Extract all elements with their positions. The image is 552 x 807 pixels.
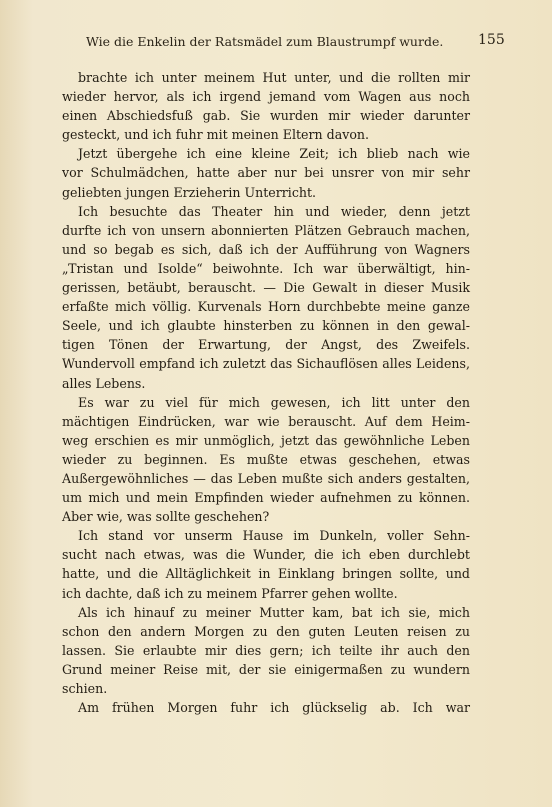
paragraph [62,698,470,717]
text-line: Außergewöhnliches — das Leben mußte sich anders gestalten, [62,470,470,486]
text-line: geliebten jungen Erzieherin Unterricht. [62,184,317,200]
paragraph [62,526,470,602]
text-line: Ich stand vor unserm Hause im Dunkeln, voller Sehn- [78,528,470,544]
paragraph [62,202,470,393]
text-line: weg erschien es mir unmöglich, jetzt das gewöhnliche Leben [62,432,470,448]
text-line: schon den andern Morgen zu den guten Leuten reisen zu [62,623,470,639]
page-number: 155 [478,32,505,48]
text-line: Wundervoll empfand ich zuletzt das Sichauflösen alles Leidens, [62,356,470,372]
text-line: tigen Tönen der Erwartung, der Angst, des Zweifels. [62,337,470,353]
running-header: Wie die Enkelin der Ratsmädel zum Blaustrumpf wurde. [86,34,444,49]
text-line: brachte ich unter meinem Hut unter, und die rollten mir [78,70,470,85]
text-line: durfte ich von unsern abonnierten Plätzen Gebrauch machen, [62,222,470,238]
text-line: schien. [62,681,108,696]
text-line: um mich und mein Empfinden wieder aufnehmen zu können. [62,490,470,506]
text-line: Ich besuchte das Theater hin und wieder, denn jetzt [78,203,470,219]
paragraph [62,393,470,527]
paragraph [62,68,470,144]
text-line: gesteckt, und ich fuhr mit meinen Eltern davon. [62,127,370,143]
text-line: Es war zu viel für mich gewesen, ich litt unter den [78,394,470,410]
text-line: Als ich hinauf zu meiner Mutter kam, bat ich sie, mich [78,604,470,620]
text-line: einen Abschiedsfuß gab. Sie wurden mir wieder darunter [62,108,470,124]
text-line: und so begab es sich, daß ich der Aufführung von Wagners [62,241,470,257]
text-line: Seele, und ich glaubte hinsterben zu können in den gewal- [62,318,470,334]
paragraph [62,144,470,201]
text-line: alles Lebens. [62,375,146,391]
text-line: Aber wie, was sollte geschehen? [62,509,270,525]
text-line: sucht nach etwas, was die Wunder, die ich eben durchlebt [62,547,470,563]
text-line: erfaßte mich völlig. Kurvenals Horn durchbebte meine ganze [62,299,470,315]
text-line: vor Schulmädchen, hatte aber nur bei unsrer von mir sehr [62,165,470,181]
text-line: Grund meiner Reise mit, der sie einigermaßen zu wundern [62,661,470,677]
text-line: hatte, und die Alltäglichkeit in Einklang bringen sollte, und [62,566,470,582]
text-line: wieder zu beginnen. Es mußte etwas geschehen, etwas [62,451,470,467]
text-line: mächtigen Eindrücken, war wie berauscht. Auf dem Heim- [62,413,470,429]
text-line: Am frühen Morgen fuhr ich glückselig ab. Ich war [78,700,470,716]
paragraph [62,603,470,698]
text-line: ich dachte, daß ich zu meinem Pfarrer gehen wollte. [62,585,398,601]
text-line: gerissen, betäubt, berauscht. — Die Gewalt in dieser Musik [62,280,470,296]
text-line: „Tristan und Isolde“ beiwohnte. Ich war überwältigt, hin- [62,260,470,276]
text-line: lassen. Sie erlaubte mir dies gern; ich teilte ihr auch den [62,642,470,658]
body-text [62,68,470,717]
text-line: Jetzt übergehe ich eine kleine Zeit; ich blieb nach wie [78,146,470,162]
text-line: wieder hervor, als ich irgend jemand vom Wagen aus noch [62,89,470,105]
